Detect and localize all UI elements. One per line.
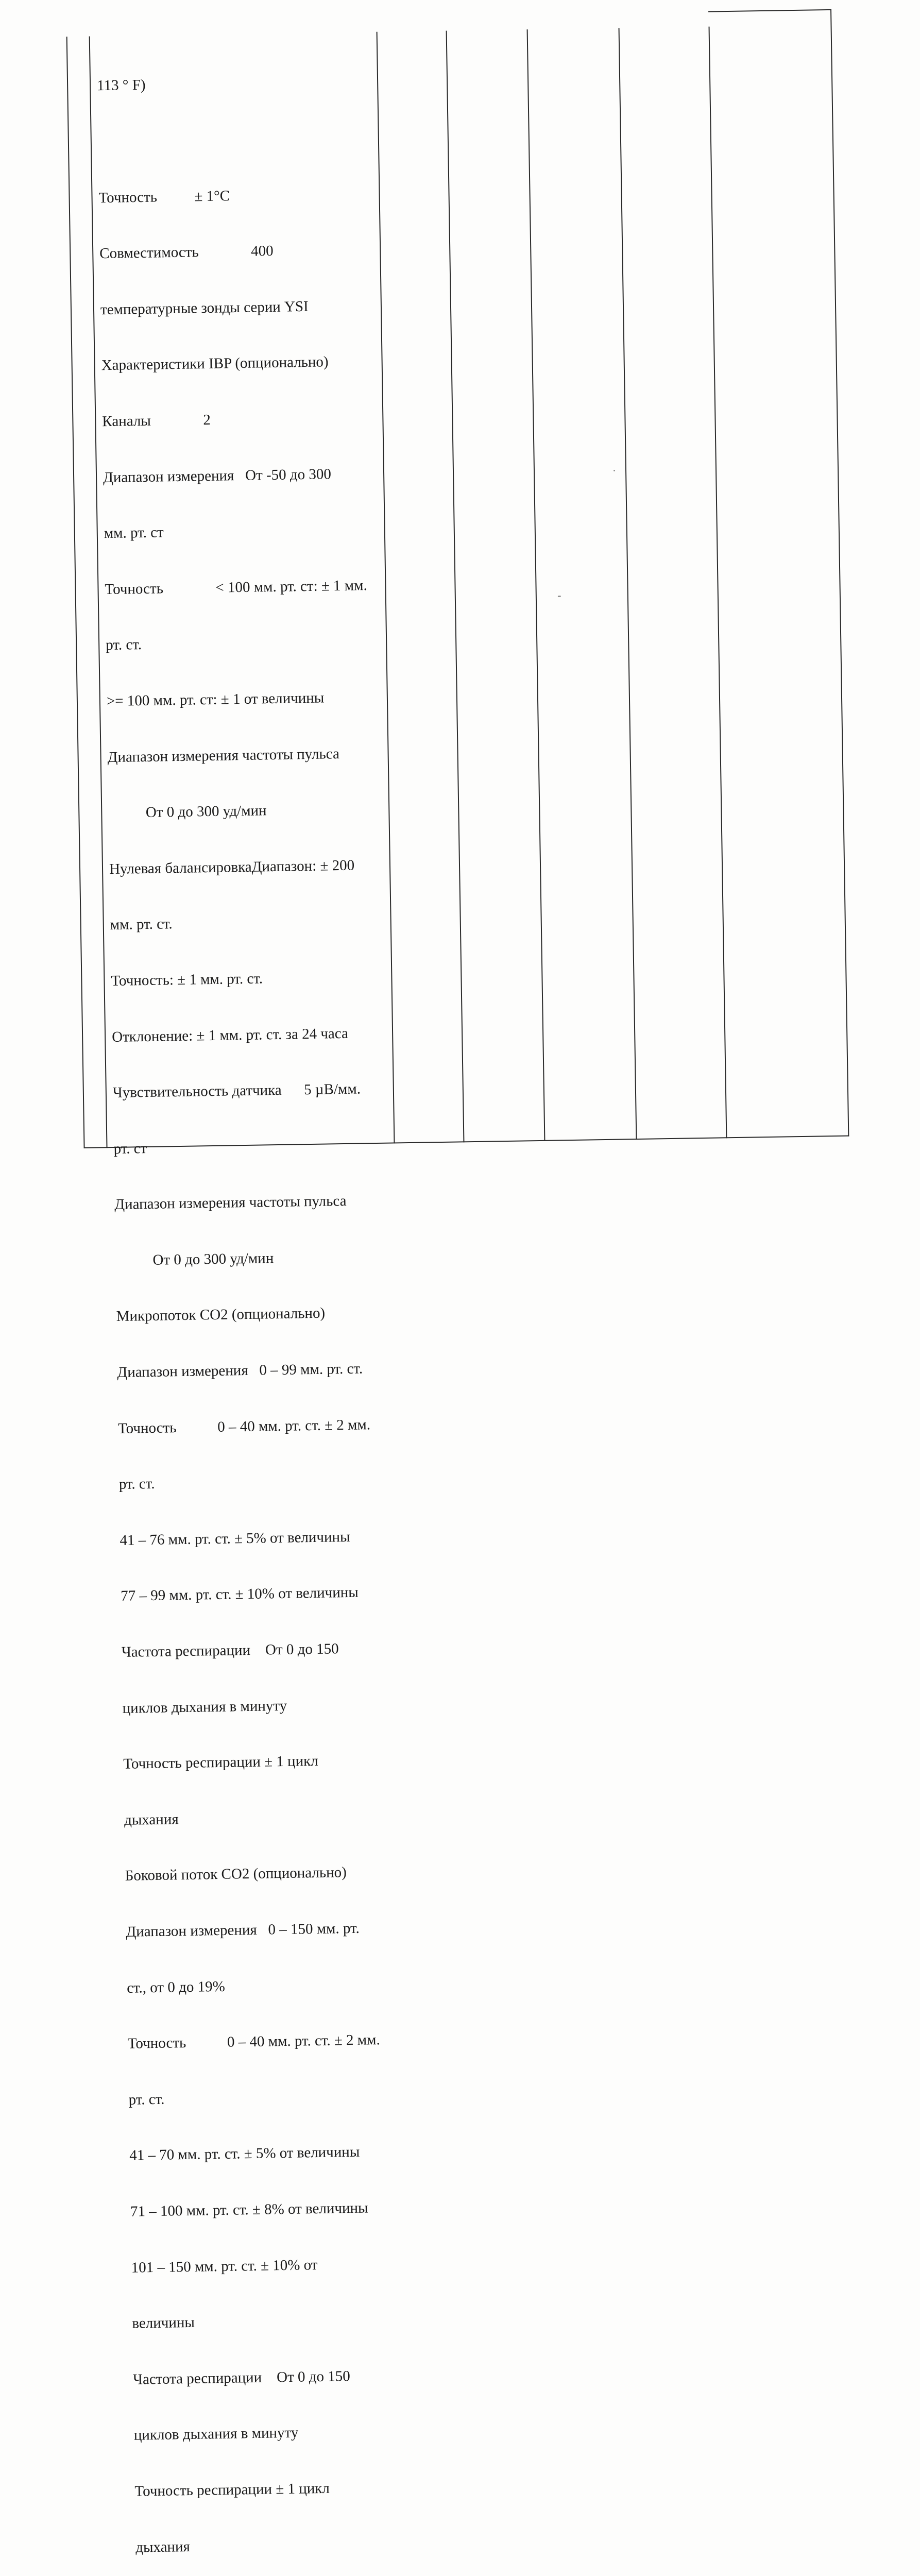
table-top-border xyxy=(708,9,831,12)
spec-line: дыхания xyxy=(135,2538,191,2556)
spec-line: Диапазон измерения 0 – 99 мм. рт. ст. xyxy=(117,1360,363,1381)
scan-speck xyxy=(614,470,615,471)
spec-line: Диапазон измерения 0 – 150 мм. рт. xyxy=(126,1920,360,1940)
spec-line: Точность респирации ± 1 цикл xyxy=(134,2480,330,2500)
spec-line: Боковой поток CO2 (опционально) xyxy=(125,1864,347,1885)
spec-line: Точность 0 – 40 мм. рт. ст. ± 2 мм. xyxy=(127,2031,381,2052)
spec-line: рт. ст xyxy=(113,1140,147,1157)
table-border-left xyxy=(66,37,85,1148)
spec-line: мм. рт. ст. xyxy=(110,916,173,934)
specification-text xyxy=(96,35,428,2576)
column-divider-3 xyxy=(446,31,465,1143)
spec-line: мм. рт. ст xyxy=(104,524,164,542)
spec-line: Точность < 100 мм. рт. ст: ± 1 мм. xyxy=(105,577,367,598)
spec-line: От 0 до 300 уд/мин xyxy=(115,1250,274,1269)
spec-line: Диапазон измерения частоты пульса xyxy=(107,745,340,766)
column-divider-6 xyxy=(709,27,727,1139)
spec-line: Частота респирации От 0 до 150 xyxy=(121,1640,339,1660)
spec-line: 41 – 76 мм. рт. ст. ± 5% от величины xyxy=(120,1528,350,1549)
spec-line: >= 100 мм. рт. ст: ± 1 от величины xyxy=(106,689,325,710)
spec-line: Частота респирации От 0 до 150 xyxy=(132,2367,351,2388)
spec-line: Совместимость 400 xyxy=(99,243,274,262)
spec-line: Характеристики IBP (опционально) xyxy=(101,353,329,374)
spec-line: 71 – 100 мм. рт. ст. ± 8% от величины xyxy=(130,2199,368,2220)
spec-line: Диапазон измерения частоты пульса xyxy=(114,1193,347,1213)
spec-line: рт. ст. xyxy=(128,2091,165,2108)
spec-line: дыхания xyxy=(124,1811,179,1828)
column-divider-5 xyxy=(619,28,637,1140)
spec-line: Точность респирации ± 1 цикл xyxy=(123,1753,318,1773)
spec-line: Точность ± 1°C xyxy=(98,187,230,206)
column-divider-4 xyxy=(527,29,546,1141)
spec-line: От 0 до 300 уд/мин xyxy=(108,802,267,822)
spec-line: 41 – 70 мм. рт. ст. ± 5% от величины xyxy=(129,2144,360,2164)
spec-line: температурные зонды серии YSI xyxy=(100,298,309,318)
spec-line: Микропоток CO2 (опционально) xyxy=(116,1305,326,1325)
spec-line: величины xyxy=(132,2314,195,2332)
spec-line: Нулевая балансировкаДиапазон: ± 200 xyxy=(109,857,355,877)
spec-line: Чувствительность датчика 5 µВ/мм. xyxy=(112,1080,361,1101)
spec-line: 77 – 99 мм. рт. ст. ± 10% от величины xyxy=(120,1584,359,1605)
spec-line: рт. ст. xyxy=(105,636,142,654)
table-border-right xyxy=(830,9,849,1137)
spec-line: Точность: ± 1 мм. рт. ст. xyxy=(111,970,263,989)
spec-line: ст., от 0 до 19% xyxy=(126,1978,225,1996)
spec-line: Точность 0 – 40 мм. рт. ст. ± 2 мм. xyxy=(117,1416,371,1437)
spec-line: Диапазон измерения От -50 до 300 xyxy=(103,465,332,486)
spec-line: рт. ст. xyxy=(118,1476,155,1493)
scan-speck xyxy=(558,596,561,597)
spec-line: циклов дыхания в минуту xyxy=(133,2425,299,2444)
spec-line xyxy=(98,128,377,151)
spec-line: 113 ° F) xyxy=(96,77,146,94)
spec-line: циклов дыхания в минуту xyxy=(122,1697,287,1717)
spec-line: Отклонение: ± 1 мм. рт. ст. за 24 часа xyxy=(111,1025,349,1045)
spec-line: 101 – 150 мм. рт. ст. ± 10% от xyxy=(131,2256,318,2276)
spec-line: Каналы 2 xyxy=(102,411,211,430)
